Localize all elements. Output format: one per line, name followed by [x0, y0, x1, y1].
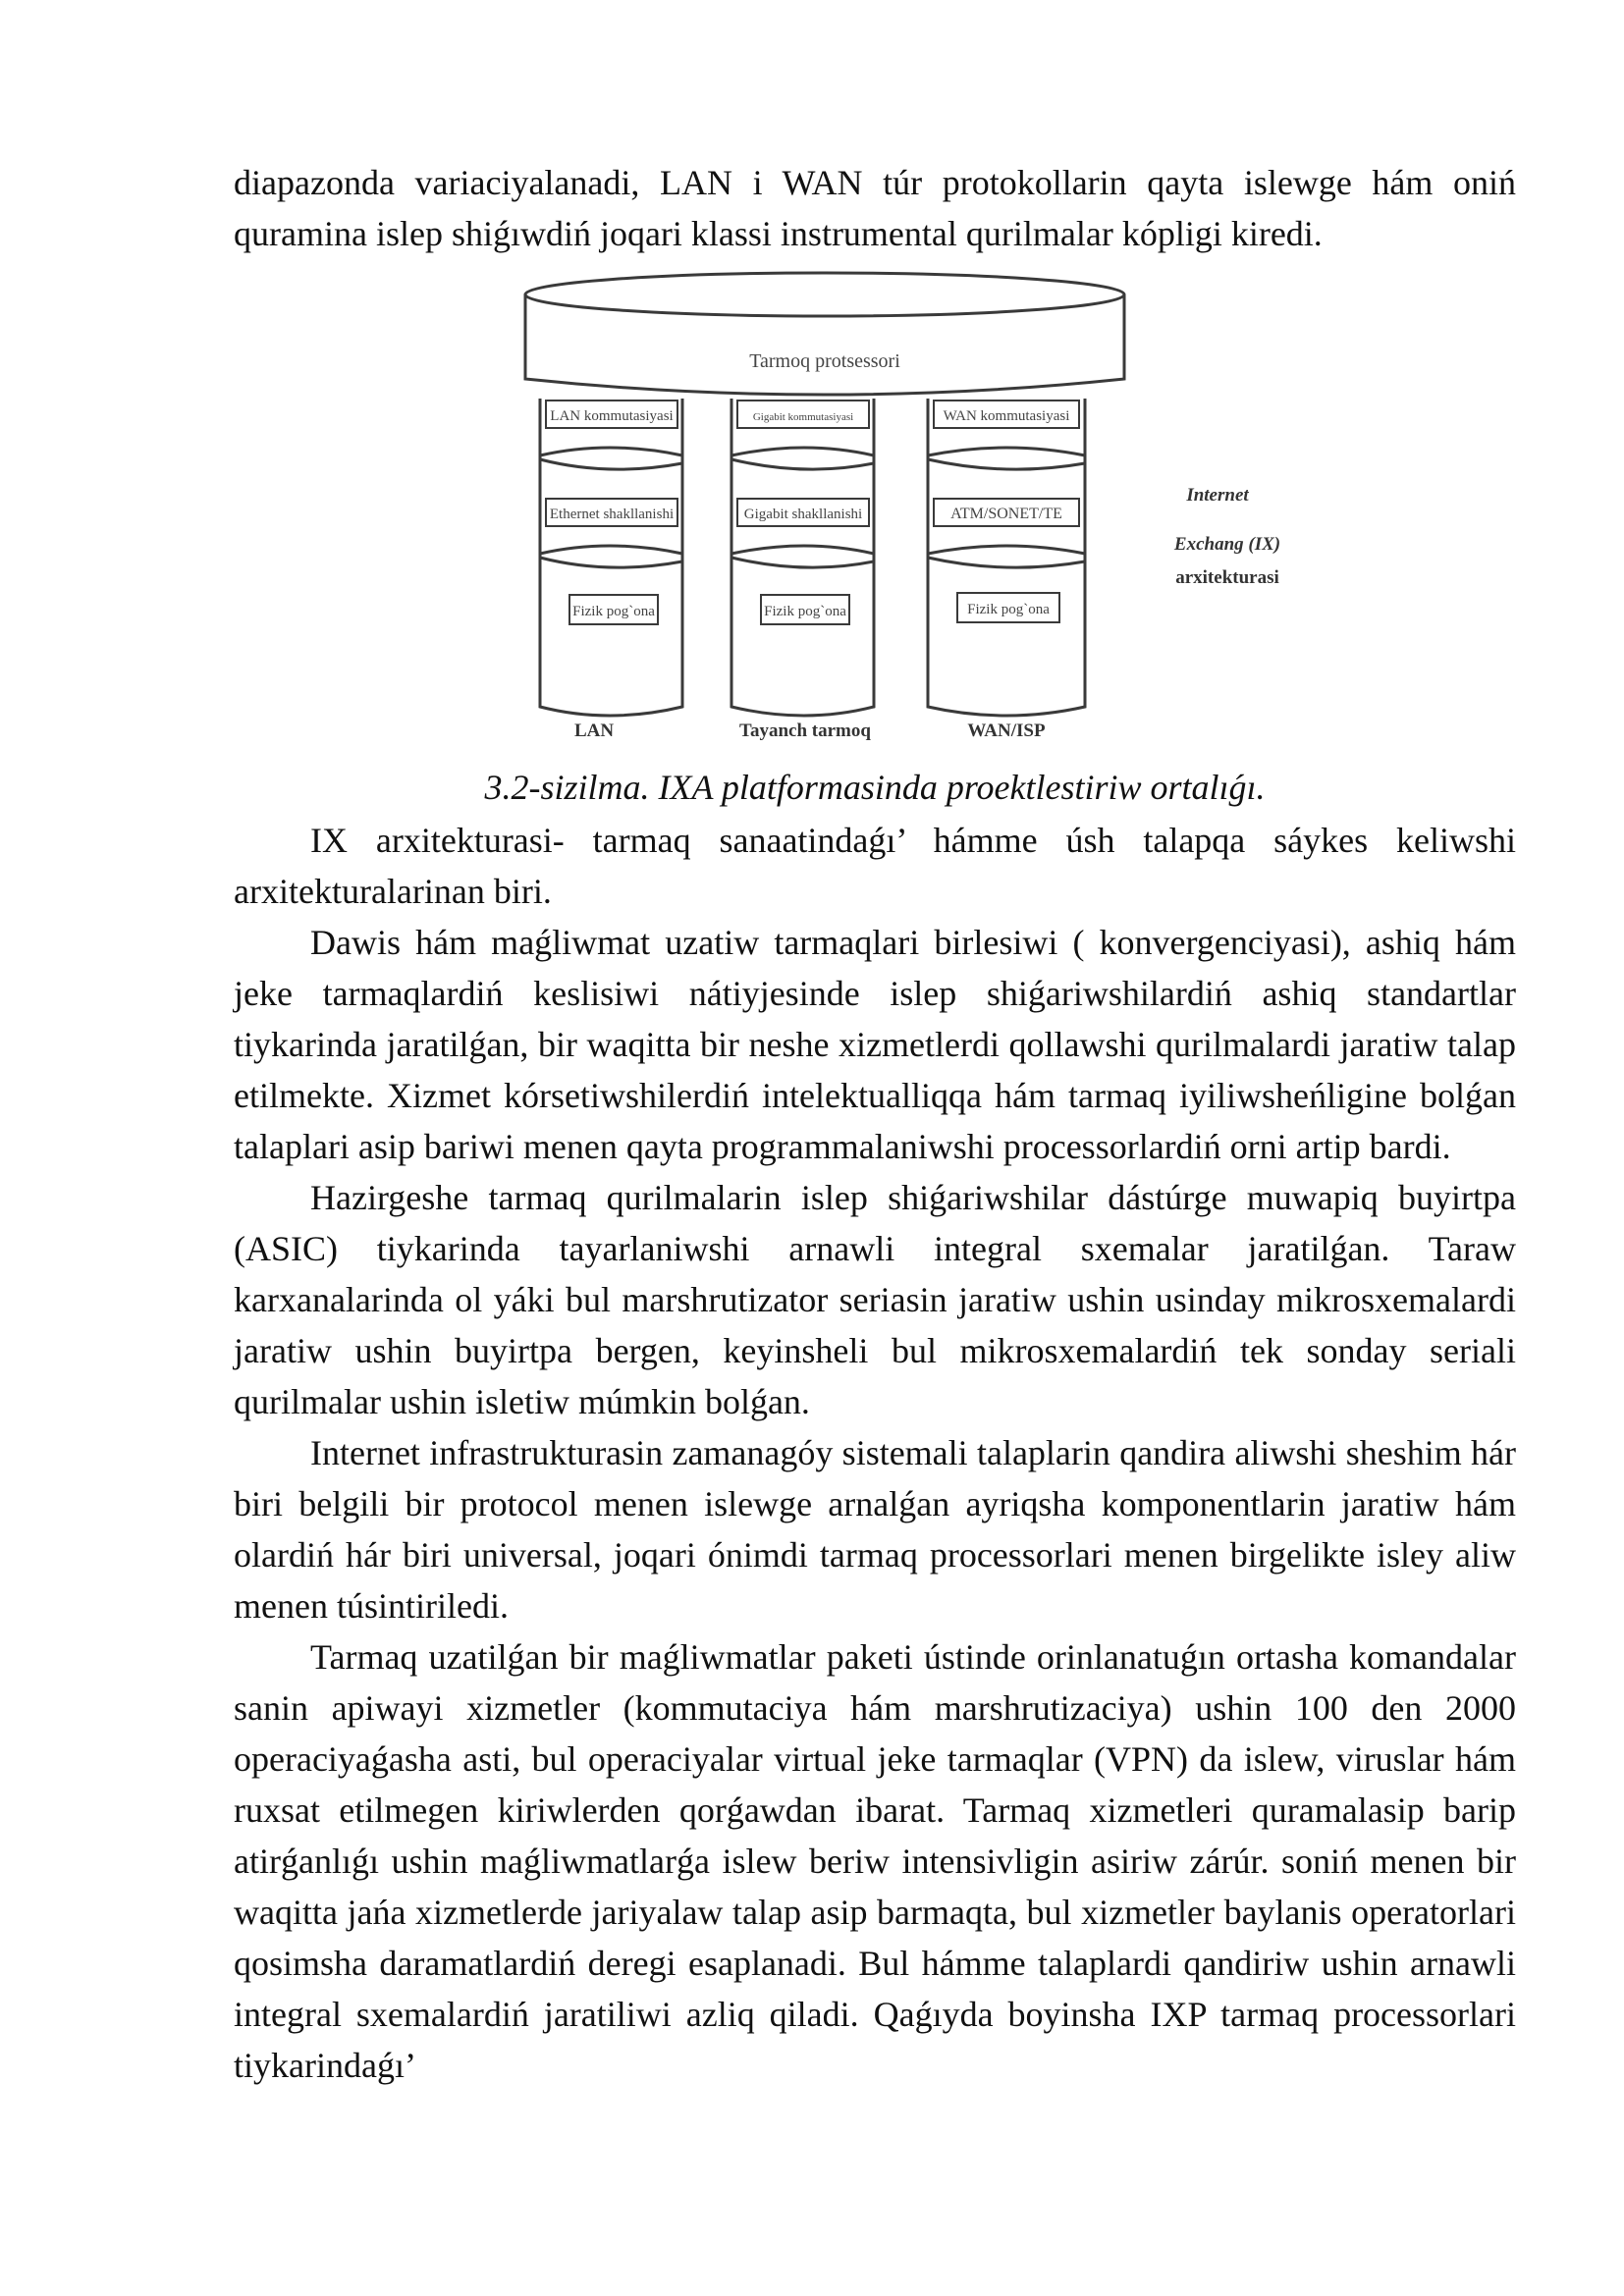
paragraph-3: Hazirgeshe tarmaq qurilmalarin islep shiǵariwshilar dástúrge muwapiq buyirtpa (ASIC) tiykarinda tayarlaniwshi arnawli integral sxemalar jaratilǵan. Taraw karxanalarinda ol yáki bul marshrutizator seriasin jaratiw ushin usinday mikrosxemalardi jaratiw ushin buyirtpa bergen, keyinsheli bul mikrosxemalardiń tek sonday seriali qurilmalar ushin isletiw múmkin bolǵan.	[234, 1178, 1516, 1421]
column-1-outline	[540, 399, 682, 716]
side-label-line-1: Internet	[1186, 485, 1249, 506]
column-1-bottom-label: LAN	[573, 721, 615, 741]
column-2-physical: Fizik pog`ona	[764, 604, 846, 619]
paragraph-4: Internet infrastrukturasin zamanagóy sistemali talaplarin qandira aliwshi sheshim hár biri belgili bir protocol menen islewge arnalǵan ayriqsha komponentlarin jaratiw hám olardiń hár biri universal, joqari ónimdi tarmaq processorlari menen birgelikte isley aliw menen túsintiriledi.	[234, 1433, 1516, 1626]
paragraph-5: Tarmaq uzatilǵan bir maǵliwmatlar paketi ústinde orinlanatuǵın ortasha komandalar sanin apiwayi xizmetler (kommutaciya hám marshrutizaciya) ushin 100 den 2000 operaciyaǵasha asti, bul operaciyalar virtual jeke tarmaqlar (VPN) da islew, viruslar hám ruxsat etilmegen kiriwlerden qorǵawdan ibarat. Tarmaq xizmetleri quramalasip barip atirǵanlıǵı ushin maǵliwmatlarǵa islew beriw intensivligin asiriw zárúr. soniń menen bir waqitta jańa xizmetlerde jariyalaw talap asip barmaqta, bul xizmetler baylanis operatorlari qosimsha daramatlardiń deregi esaplanadi. Bul hámme talaplardi qandiriw ushin arnawli integral sxemalardiń jaratiliwi azliq qiladi. Qaǵıyda boyinsha IXP tarmaq processorlari tiykarindaǵı’	[234, 1637, 1516, 2085]
body-text	[234, 815, 1516, 2091]
figure-caption: 3.2-sizilma. IXA platformasinda proektlestiriw ortalıǵı.	[484, 768, 1266, 807]
column-1-physical: Fizik pog`ona	[572, 604, 655, 619]
column-1-shaping: Ethernet shakllanishi	[549, 507, 675, 522]
column-2-bottom-label: Tayanch tarmoq	[739, 721, 871, 741]
paragraph-top: diapazonda variaciyalanadi, LAN i WAN túr protokollarin qayta islewge hám oniń quramina islep shiǵıwdiń joqari klassi instrumental qurilmalar kópligi kiredi.	[234, 163, 1516, 253]
figure-ixa-platform	[511, 263, 1326, 754]
column-3-outline	[928, 399, 1085, 716]
column-2-switching: Gigabit kommutasiyasi	[752, 411, 854, 423]
paragraph-1: IX arxitekturasi- tarmaq sanaatindaǵı’ hámme úsh talapqa sáykes keliwshi arxitekturalarinan biri.	[234, 821, 1516, 911]
side-label-line-2: Exchang (IX)	[1173, 534, 1281, 555]
column-2-shaping: Gigabit shakllanishi	[743, 507, 863, 522]
side-label-line-3: arxitekturasi	[1175, 567, 1279, 588]
column-1-switching: LAN kommutasiyasi	[550, 408, 674, 424]
column-3-physical: Fizik pog`ona	[967, 602, 1050, 617]
column-3-bottom-label: WAN/ISP	[967, 721, 1046, 741]
processor-disk-top	[525, 273, 1124, 316]
paragraph-2: Dawis hám maǵliwmat uzatiw tarmaqlari birlesiwi ( konvergenciyasi), ashiq hám jeke tarmaqlardiń keslisiwi nátiyjesinde islep shiǵariwshilardiń ashiq standartlar tiykarinda jaratilǵan, bir waqitta bir neshe xizmetlerdi qollawshi qurilmalardi jaratiw talap etilmekte. Xizmet kórsetiwshilerdiń intelektualliqqa hám tarmaq iyiliwsheńligine bolǵan talaplari asip bariwi menen qayta programmalaniwshi processorlardiń orni artip bardi.	[234, 923, 1516, 1166]
column-2-outline	[731, 399, 874, 716]
top-text	[234, 157, 1516, 259]
column-3-switching: WAN kommutasiyasi	[943, 408, 1070, 424]
column-3-shaping: ATM/SONET/TE	[950, 506, 1062, 522]
figure-diagram	[511, 263, 1326, 754]
processor-label: Tarmoq protsessori	[749, 350, 900, 372]
